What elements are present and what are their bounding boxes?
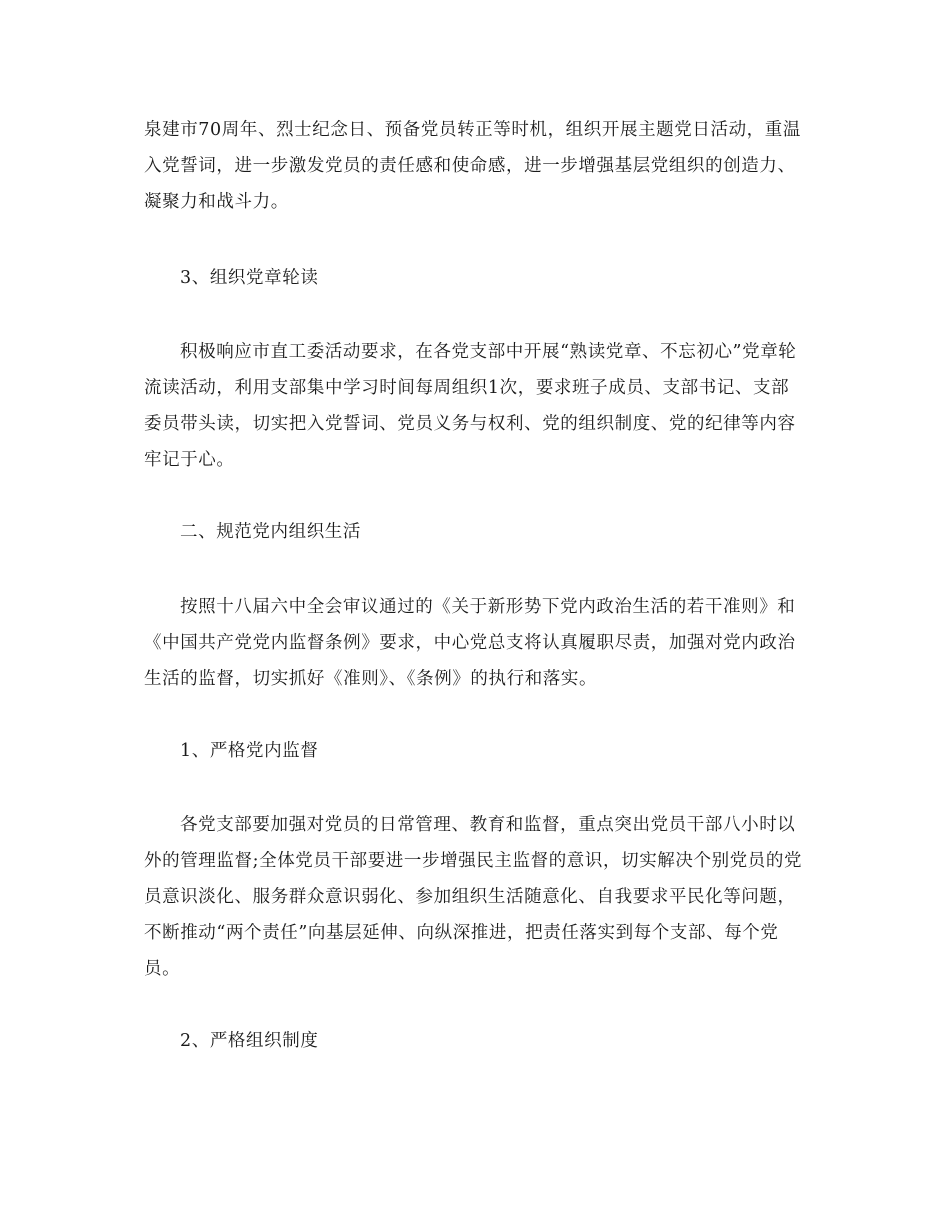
paragraph-party-supervision: 各党支部要加强对党员的日常管理、教育和监督，重点突出党员干部八小时以外的管理监督;全体党员干部要进一步增强民主监督的意识，切实解决个别党员的党员意识淡化、服务群众意识弱化、参加组织生活随意化、自我要求平民化等问题，不断推动“两个责任”向基层延伸、向纵深推进，把责任落实到每个支部、每个党员。 — [144, 815, 803, 979]
paragraph-continued: 泉建市70周年、烈士纪念日、预备党员转正等时机，组织开展主题党日活动，重温入党誓词，进一步激发党员的责任感和使命感，进一步增强基层党组织的创造力、凝聚力和战斗力。 — [144, 120, 801, 212]
section-heading-1: 1、严格党内监督 — [180, 741, 319, 761]
section-heading-2-organization: 2、严格组织制度 — [180, 1031, 319, 1051]
paragraph-organization-life: 按照十八届六中全会审议通过的《关于新形势下党内政治生活的若干准则》和《中国共产党党内监督条例》要求，中心党总支将认真履职尽责，加强对党内政治生活的监督，切实抓好《准则》、《条例》的执行和落实。 — [144, 597, 796, 689]
section-heading-3: 3、组织党章轮读 — [180, 268, 319, 288]
paragraph-party-constitution-reading: 积极响应市直工委活动要求，在各党支部中开展“熟读党章、不忘初心”党章轮流读活动，利用支部集中学习时间每周组织1次，要求班子成员、支部书记、支部委员带头读，切实把入党誓词、党员义务与权利、党的组织制度、党的纪律等内容牢记于心。 — [144, 342, 797, 470]
section-heading-2: 二、规范党内组织生活 — [180, 522, 361, 542]
